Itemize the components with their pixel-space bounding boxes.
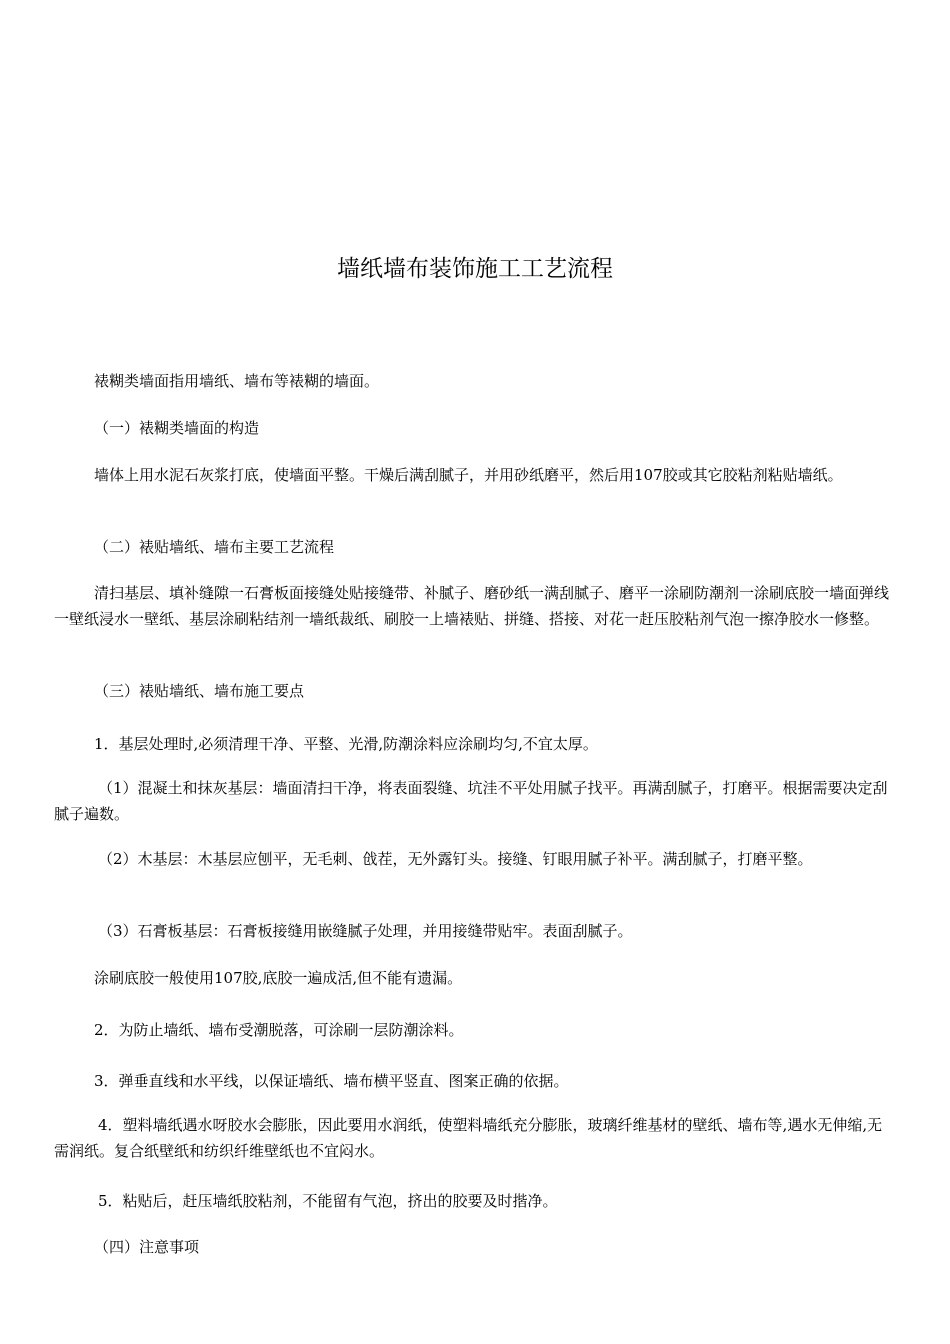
section-heading-2: （二）裱贴墙纸、墙布主要工艺流程 — [94, 538, 335, 556]
paragraph-point-1-3: （3）石膏板基层：石膏板接缝用嵌缝腻子处理，并用接缝带贴牢。表面刮腻子。 — [98, 922, 633, 940]
paragraph-primer: 涂刷底胶一般使用107胶,底胶一遍成活,但不能有遗漏。 — [94, 969, 463, 987]
section-heading-4: （四）注意事项 — [94, 1238, 200, 1256]
paragraph-process-flow: 清扫基层、填补缝隙一石膏板面接缝处贴接缝带、补腻子、磨砂纸一满刮腻子、磨平一涂刷防潮剂一涂刷底胶一墙面弹线一壁纸浸水一壁纸、基层涂刷粘结剂一墙纸裁纸、刷胶一上墙裱贴、拼缝、搭接、对花一赶压胶粘剂气泡一擦净胶水一修整。 — [54, 584, 890, 628]
paragraph-point-2: 2．为防止墙纸、墙布受潮脱落，可涂刷一层防潮涂料。 — [94, 1021, 464, 1039]
document-title: 墙纸墙布装饰施工工艺流程 — [337, 256, 613, 282]
section-heading-1: （一）裱糊类墙面的构造 — [94, 419, 260, 437]
section-heading-3: （三）裱贴墙纸、墙布施工要点 — [94, 682, 305, 700]
paragraph-point-4: 4．塑料墙纸遇水呀胶水会膨胀，因此要用水润纸，使塑料墙纸充分膨胀，玻璃纤维基材的壁纸、墙布等,遇水无伸缩,无需润纸。复合纸壁纸和纺织纤维壁纸也不宜闷水。 — [54, 1116, 883, 1160]
paragraph-point-5: 5．粘贴后，赶压墙纸胶粘剂，不能留有气泡，挤出的胶要及时揩净。 — [98, 1192, 558, 1210]
paragraph-intro: 裱糊类墙面指用墙纸、墙布等裱糊的墙面。 — [94, 372, 380, 390]
paragraph-point-1: 1．基层处理时,必须清理干净、平整、光滑,防潮涂料应涂刷均匀,不宜太厚。 — [94, 735, 598, 753]
paragraph-structure: 墙体上用水泥石灰浆打底，使墙面平整。干燥后满刮腻子，并用砂纸磨平，然后用107胶或其它胶粘剂粘贴墙纸。 — [94, 466, 843, 484]
paragraph-point-1-2: （2）木基层：木基层应刨平，无毛刺、戗茬，无外露钉头。接缝、钉眼用腻子补平。满刮腻子，打磨平整。 — [98, 850, 813, 868]
paragraph-point-1-1: （1）混凝土和抹灰基层：墙面清扫干净，将表面裂缝、坑洼不平处用腻子找平。再满刮腻子，打磨平。根据需要决定刮腻子遍数。 — [54, 779, 888, 823]
paragraph-point-3: 3．弹垂直线和水平线，以保证墙纸、墙布横平竖直、图案正确的依据。 — [94, 1072, 569, 1090]
